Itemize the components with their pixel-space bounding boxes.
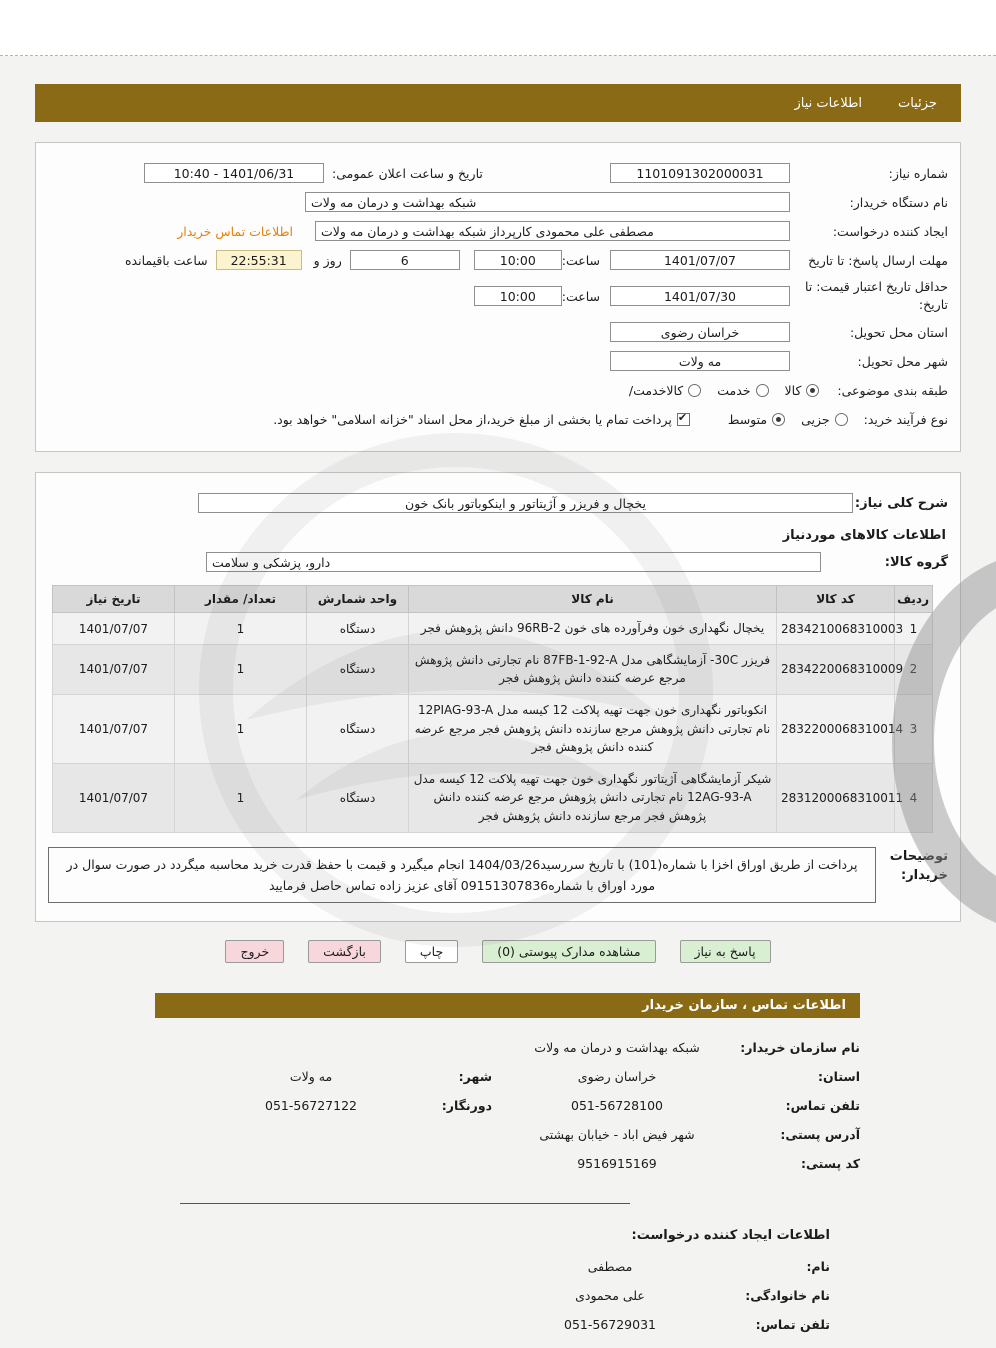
cell-row-number: 3 bbox=[895, 695, 933, 764]
reply-deadline-label: مهلت ارسال پاسخ: تا تاریخ bbox=[808, 252, 948, 268]
need-description-row bbox=[48, 492, 948, 514]
table-row[interactable] bbox=[53, 695, 933, 764]
category-option-goods-service-label: کالاخدمت/ bbox=[628, 382, 684, 398]
checkbox-checked-icon bbox=[677, 413, 690, 426]
cell-unit: دستگاه bbox=[307, 613, 409, 645]
buyer-notes-field[interactable]: پرداخت از طریق اوراق اخزا با شماره(101) با تاریخ سررسید1404/03/26 انجام میگیرد و قیمت با حفظ قدرت خرید محاسبه میگردد در صورت سوال در مورد اوراق با شماره09151307836 آقای عزیز زاده تماس حاصل فرمایید bbox=[48, 847, 876, 904]
cell-quantity: 1 bbox=[175, 644, 307, 694]
reply-deadline-time-field[interactable]: 10:00 bbox=[474, 250, 562, 270]
table-row[interactable] bbox=[53, 644, 933, 694]
postal-code-value: 9516915169 bbox=[577, 1156, 657, 1172]
request-creator-label: ایجاد کننده درخواست: bbox=[832, 223, 948, 239]
goods-group-row bbox=[48, 551, 948, 573]
fax-value: 051-56727122 bbox=[265, 1098, 357, 1114]
delivery-city-field[interactable]: مه ولات bbox=[610, 351, 790, 371]
items-table bbox=[52, 585, 933, 832]
announce-label: تاریخ و ساعت اعلان عمومی: bbox=[332, 165, 483, 181]
buyer-notes-label-line2: خریدار: bbox=[901, 868, 948, 884]
price-validity-label-line2: تاریخ: bbox=[918, 297, 948, 313]
creator-last-name-label: نام خانوادگی: bbox=[745, 1288, 830, 1304]
need-number-label: شماره نیاز: bbox=[888, 165, 948, 181]
radio-unselected-icon bbox=[688, 384, 701, 397]
buyer-notes-label-line1: توضیحات bbox=[889, 848, 948, 864]
province-city-row bbox=[136, 1069, 860, 1084]
phone-label: تلفن تماس: bbox=[785, 1098, 860, 1114]
reply-to-need-button[interactable]: پاسخ به نیاز bbox=[680, 940, 771, 963]
cell-row-number: 1 bbox=[895, 613, 933, 645]
province-label: استان: bbox=[817, 1069, 860, 1085]
creator-phone-row bbox=[230, 1317, 830, 1332]
top-strip bbox=[0, 0, 996, 56]
province-value: خراسان رضوی bbox=[577, 1069, 657, 1085]
creator-first-name-row bbox=[230, 1259, 830, 1274]
reply-deadline-date-field[interactable]: 1401/07/07 bbox=[610, 250, 790, 270]
subject-category-row bbox=[48, 379, 948, 401]
announce-datetime-field[interactable]: 10:40 - 1401/06/31 bbox=[144, 163, 324, 183]
cell-quantity: 1 bbox=[175, 613, 307, 645]
request-creator-row bbox=[48, 220, 948, 242]
col-row-number: ردیف bbox=[895, 586, 933, 613]
need-items-panel bbox=[35, 472, 961, 922]
need-description-label: شرح کلی نیاز: bbox=[854, 495, 948, 511]
process-option-minor-label: جزیی bbox=[801, 411, 830, 427]
buyer-contact-section bbox=[136, 1040, 860, 1171]
buyer-org-label: نام دستگاه خریدار: bbox=[849, 194, 948, 210]
process-type-row bbox=[48, 408, 948, 430]
countdown-timer: 22:55:31 bbox=[216, 250, 302, 270]
col-quantity: تعداد/ مقدار bbox=[175, 586, 307, 613]
radio-selected-icon bbox=[806, 384, 819, 397]
col-item-code: کد کالا bbox=[777, 586, 895, 613]
creator-first-name-label: نام: bbox=[806, 1259, 830, 1275]
process-type-label: نوع فرآیند خرید: bbox=[863, 411, 948, 427]
phone-fax-row bbox=[136, 1098, 860, 1113]
phone-value: 051-56728100 bbox=[571, 1098, 663, 1114]
creator-phone-value: 051-56729031 bbox=[564, 1317, 656, 1333]
table-row[interactable] bbox=[53, 613, 933, 645]
process-option-medium[interactable] bbox=[728, 412, 785, 427]
reply-deadline-row bbox=[48, 249, 948, 271]
buyer-notes-row bbox=[48, 847, 948, 904]
cell-unit: دستگاه bbox=[307, 763, 409, 832]
cell-row-number: 2 bbox=[895, 644, 933, 694]
buyer-org-field[interactable]: شبکه بهداشت و درمان مه ولات bbox=[305, 192, 790, 212]
col-need-date: تاریخ نیاز bbox=[53, 586, 175, 613]
request-creator-field[interactable]: مصطفی علی محمودی کارپرداز شبکه بهداشت و درمان مه ولات bbox=[315, 221, 790, 241]
delivery-province-field[interactable]: خراسان رضوی bbox=[610, 322, 790, 342]
address-value: شهر فیض اباد - خیابان بهشتی bbox=[539, 1127, 695, 1143]
delivery-province-label: استان محل تحویل: bbox=[849, 324, 948, 340]
countdown-label: ساعت باقیمانده bbox=[124, 252, 208, 268]
radio-unselected-icon bbox=[835, 413, 848, 426]
price-validity-date-field[interactable]: 1401/07/30 bbox=[610, 286, 790, 306]
cell-item-name: شیکر آزمایشگاهی آژیتاتور نگهداری خون جهت تهیه پلاکت 12 کیسه مدل 12AG-93-A نام تجارتی دانش پژوهش مرجع عرضه کننده دانش پژوهش فجر مرجع سازنده دانش پژوهش فجر bbox=[409, 763, 777, 832]
category-option-goods-label: کالا bbox=[784, 382, 802, 398]
org-name-value: شبکه بهداشت و درمان مه ولات bbox=[534, 1040, 700, 1056]
process-option-minor[interactable] bbox=[801, 412, 848, 427]
fax-label: دورنگار: bbox=[441, 1098, 492, 1114]
goods-group-field[interactable]: دارو، پزشکی و سلامت bbox=[206, 552, 821, 572]
cell-item-name: انکوباتور نگهداری خون جهت تهیه پلاکت 12 کیسه مدل 12PIAG-93-A نام تجارتی دانش پژوهش مرجع سازنده دانش پژوهش فجر مرجع عرضه کننده دانش پژوهش فجر bbox=[409, 695, 777, 764]
postal-code-row bbox=[136, 1156, 860, 1171]
cell-row-number: 4 bbox=[895, 763, 933, 832]
city-label: شهر: bbox=[458, 1069, 492, 1085]
buyer-notes-label bbox=[886, 847, 948, 904]
address-row bbox=[136, 1127, 860, 1142]
category-option-service[interactable] bbox=[717, 383, 768, 398]
cell-quantity: 1 bbox=[175, 695, 307, 764]
cell-item-code: 2831200068310011 bbox=[777, 763, 895, 832]
treasury-checkbox-group[interactable] bbox=[273, 412, 690, 427]
cell-item-code: 2832200068310014 bbox=[777, 695, 895, 764]
cell-item-name: یخچال نگهداری خون وفرآورده های خون 96RB-2 دانش پژوهش فجر bbox=[409, 613, 777, 645]
treasury-note-label: پرداخت تمام یا بخشی از مبلغ خرید،از محل اسناد "خزانه اسلامی" خواهد بود. bbox=[273, 411, 672, 427]
process-option-medium-label: متوسط bbox=[727, 411, 768, 427]
exit-button[interactable]: خروج bbox=[225, 940, 284, 963]
cell-need-date: 1401/07/07 bbox=[53, 695, 175, 764]
org-name-label: نام سازمان خریدار: bbox=[740, 1040, 860, 1056]
tab-bar bbox=[35, 84, 961, 122]
creator-phone-label: تلفن تماس: bbox=[755, 1317, 830, 1333]
need-number-row bbox=[48, 162, 948, 184]
cell-item-name: فریزر 30C- آزمایشگاهی مدل 87FB-1-92-A نام تجارتی دانش پژوهش مرجع عرضه کننده دانش پژوهش فجر bbox=[409, 644, 777, 694]
days-remaining-field[interactable]: 6 bbox=[350, 250, 460, 270]
request-creator-section bbox=[230, 1228, 830, 1332]
cell-need-date: 1401/07/07 bbox=[53, 763, 175, 832]
price-validity-label-line1: حداقل تاریخ اعتبار قیمت: تا bbox=[804, 279, 948, 294]
cell-quantity: 1 bbox=[175, 763, 307, 832]
creator-first-name-value: مصطفی bbox=[587, 1259, 633, 1275]
cell-need-date: 1401/07/07 bbox=[53, 644, 175, 694]
creator-last-name-value: علی محمودی bbox=[575, 1288, 645, 1304]
category-option-goods-service[interactable] bbox=[629, 383, 701, 398]
cell-unit: دستگاه bbox=[307, 644, 409, 694]
items-section-title: اطلاعات کالاهای موردنیاز bbox=[782, 528, 946, 544]
city-value: مه ولات bbox=[289, 1069, 333, 1085]
postal-code-label: کد پستی: bbox=[800, 1156, 860, 1172]
buyer-contact-link[interactable]: اطلاعات تماس خریدار bbox=[177, 223, 293, 239]
action-buttons-row bbox=[0, 940, 996, 963]
request-creator-title: اطلاعات ایجاد کننده درخواست: bbox=[631, 1228, 830, 1244]
col-item-name: نام کالا bbox=[409, 586, 777, 613]
subject-category-label: طبقه بندی موضوعی: bbox=[837, 382, 948, 398]
category-option-service-label: خدمت bbox=[717, 382, 751, 398]
tab-need-info[interactable]: اطلاعات نیاز bbox=[794, 95, 863, 111]
radio-unselected-icon bbox=[756, 384, 769, 397]
radio-selected-icon bbox=[772, 413, 785, 426]
col-unit: واحد شمارش bbox=[307, 586, 409, 613]
goods-group-label: گروه کالا: bbox=[884, 554, 948, 570]
address-label: آدرس پستی: bbox=[780, 1127, 860, 1143]
creator-last-name-row bbox=[230, 1288, 830, 1303]
price-validity-label bbox=[790, 278, 948, 314]
cell-unit: دستگاه bbox=[307, 695, 409, 764]
items-table-header bbox=[53, 586, 933, 613]
delivery-province-row bbox=[48, 321, 948, 343]
need-summary-panel bbox=[35, 142, 961, 452]
category-option-goods[interactable] bbox=[785, 383, 820, 398]
days-label: روز و bbox=[313, 252, 342, 268]
buyer-contact-header-bar: اطلاعات تماس ، سازمان خریدار bbox=[155, 993, 860, 1018]
org-name-row bbox=[136, 1040, 860, 1055]
delivery-city-row bbox=[48, 350, 948, 372]
need-description-field[interactable]: یخچال و فریزر و آژیتاتور و اینکوباتور بانک خون bbox=[198, 493, 853, 513]
price-validity-row bbox=[48, 278, 948, 314]
cell-item-code: 2834210068310003 bbox=[777, 613, 895, 645]
validity-hour-label: ساعت: bbox=[561, 288, 600, 304]
cell-item-code: 2834220068310009 bbox=[777, 644, 895, 694]
buyer-org-row bbox=[48, 191, 948, 213]
table-row[interactable] bbox=[53, 763, 933, 832]
delivery-city-label: شهر محل تحویل: bbox=[857, 353, 948, 369]
cell-need-date: 1401/07/07 bbox=[53, 613, 175, 645]
tab-details[interactable]: جزئیات bbox=[898, 95, 937, 111]
view-attachments-button[interactable]: مشاهده مدارک پیوستی (0) bbox=[482, 940, 655, 963]
need-number-field[interactable]: 1101091302000031 bbox=[610, 163, 790, 183]
back-button[interactable]: بازگشت bbox=[308, 940, 381, 963]
section-divider bbox=[180, 1203, 630, 1204]
print-button[interactable]: چاپ bbox=[405, 940, 458, 963]
hour-label: ساعت: bbox=[561, 252, 600, 268]
price-validity-time-field[interactable]: 10:00 bbox=[474, 286, 562, 306]
